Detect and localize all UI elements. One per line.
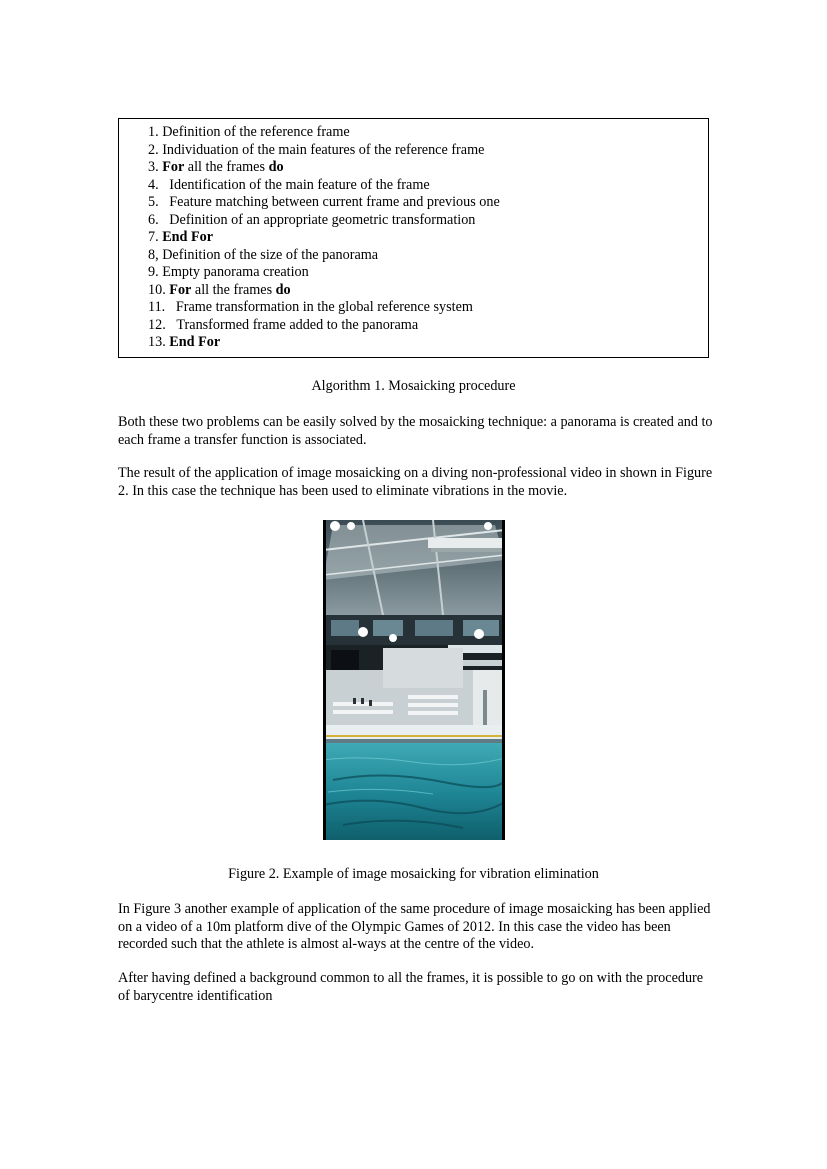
step-gap: [159, 177, 170, 193]
step-number: 1.: [148, 124, 159, 140]
step-text: Identification of the main feature of the frame: [169, 176, 430, 193]
algorithm-box: [118, 118, 709, 358]
step-number: 10.: [148, 281, 166, 298]
step-number: 12.: [148, 316, 166, 333]
algorithm-step: [148, 212, 475, 229]
step-text: Frame transformation in the global reference system: [175, 299, 473, 315]
step-text: Definition of the size of the panorama: [162, 246, 379, 263]
step-number: 8,: [148, 246, 159, 263]
step-keyword: For: [162, 159, 185, 175]
step-text: Definition of the reference frame: [162, 124, 350, 140]
algorithm-step: [148, 124, 350, 141]
step-number: 3.: [148, 159, 159, 175]
paragraph-1: Both these two problems can be easily solved by the mosaicking technique: a panorama is created and to each frame a transfer function is associated.: [118, 414, 713, 448]
paragraph-3: In Figure 3 another example of application of the same procedure of image mosaicking has been applied on a video of a 10m platform dive of the Olympic Games of 2012. In this case the video has been recorded such that the athlete is almost al-ways at the centre of the video.: [118, 901, 711, 952]
step-number: 6.: [148, 211, 159, 228]
algorithm-step: [148, 264, 309, 281]
figure-2-caption: Figure 2. Example of image mosaicking for vibration elimination: [228, 866, 599, 882]
step-gap: [165, 299, 176, 315]
algorithm-step: [148, 194, 500, 211]
step-gap: [166, 317, 177, 333]
algorithm-step: [148, 142, 484, 159]
algorithm-step: [148, 177, 430, 194]
step-number: 9.: [148, 264, 159, 280]
step-number: 7.: [148, 229, 159, 245]
algorithm-caption: Algorithm 1. Mosaicking procedure: [311, 378, 516, 394]
algorithm-step: [148, 247, 378, 264]
step-text: Feature matching between current frame and previous one: [169, 194, 500, 210]
step-number: 13.: [148, 334, 166, 350]
algorithm-step: [148, 159, 284, 176]
step-number: 2.: [148, 141, 159, 158]
step-keyword: End For: [162, 229, 214, 245]
algorithm-step: [148, 317, 418, 334]
step-text: all the frames: [191, 281, 276, 298]
step-text: Empty panorama creation: [162, 264, 309, 280]
step-text: Individuation of the main features of the reference frame: [162, 141, 485, 158]
step-text: all the frames: [184, 159, 269, 175]
step-keyword: do: [275, 281, 291, 298]
algorithm-step: [148, 282, 291, 299]
step-text: Definition of an appropriate geometric transformation: [169, 211, 476, 228]
paragraph-4: After having defined a background common to all the frames, it is possible to go on with the procedure of barycentre identification: [118, 970, 704, 1004]
figure-2-image: [323, 520, 505, 840]
step-number: 4.: [148, 176, 159, 193]
step-number: 11.: [148, 299, 166, 315]
paragraph-2: The result of the application of image mosaicking on a diving non-professional video in shown in Figure 2. In this case the technique has been used to eliminate vibrations in the movie.: [118, 465, 713, 499]
pool-photo-icon: [323, 520, 505, 840]
step-gap: [159, 212, 170, 228]
algorithm-step: [148, 229, 213, 246]
step-gap: [159, 194, 170, 210]
step-text: Transformed frame added to the panorama: [176, 316, 419, 333]
step-keyword: For: [169, 281, 192, 298]
algorithm-step: [148, 334, 220, 351]
algorithm-step: [148, 299, 473, 316]
step-keyword: do: [268, 159, 284, 175]
step-number: 5.: [148, 194, 159, 210]
step-keyword: End For: [169, 334, 221, 350]
